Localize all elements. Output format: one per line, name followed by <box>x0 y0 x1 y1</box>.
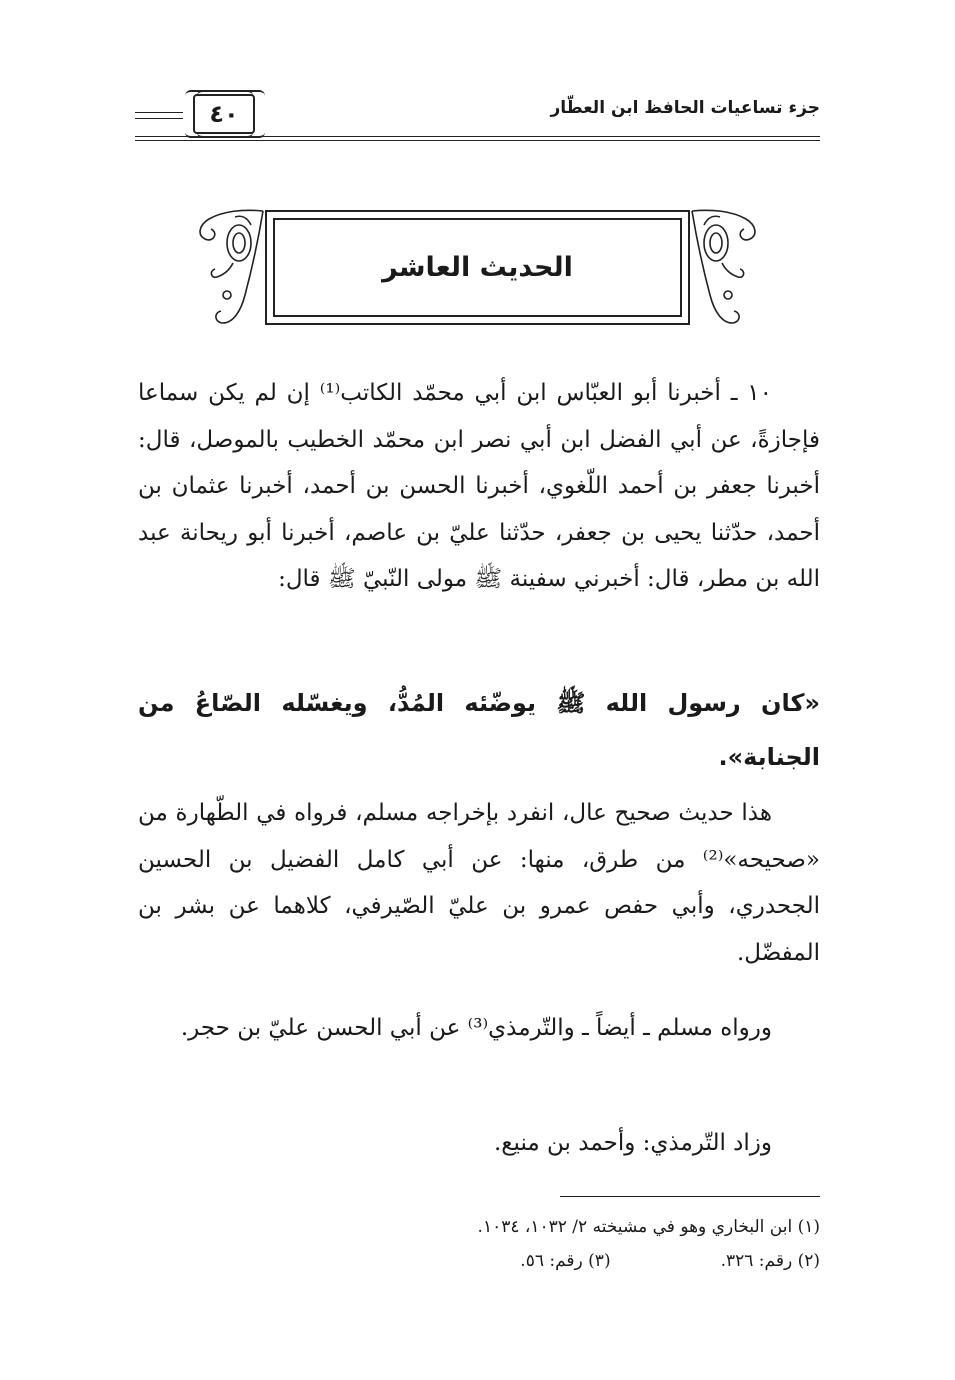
page-number: ٤٠ <box>193 94 255 134</box>
footnote-row <box>300 1210 820 1244</box>
isnad-paragraph <box>138 370 820 603</box>
isnad-text: ١٠ ـ أخبرنا أبو العبّاس ابن أبي محمّد الكاتب⁽¹⁾ إن لم يكن سماعا فإجازةً، عن أبي الفضل ابن أبي نصر ابن محمّد الخطيب بالموصل، قال: أخبرنا جعفر بن أحمد اللّغوي، أخبرنا الحسن بن أحمد، أخبرنا عثمان بن أحمد، حدّثنا يحيى بن جعفر، حدّثنا عليّ بن عاصم، أخبرنا أبو ريحانة عبد الله بن مطر، قال: أخبرني سفينة ﷺ مولى النّبيّ ﷺ قال: <box>138 380 820 592</box>
addition-paragraph <box>138 1120 820 1167</box>
commentary-text: هذا حديث صحيح عال، انفرد بإخراجه مسلم، فرواه في الطّهارة من «صحيحه»⁽²⁾ من طرق، منها: عن أبي كامل الفضيل بن الحسين الجحدري، وأبي حفص عمرو بن عليّ الصّيرفي، كلاهما عن بشر بن المفضّل. <box>138 800 820 966</box>
header-dash <box>135 112 183 119</box>
footnote-1: (١) ابن البخاري وهو في مشيخته ٢/ ١٠٣٢، ١٠٣٤. <box>477 1217 820 1237</box>
floral-ornament-left-icon <box>193 205 265 330</box>
book-title: جزء تساعيات الحافظ ابن العطّار <box>550 98 820 118</box>
header-rule-double <box>135 140 820 141</box>
section-title-inner-frame <box>273 218 682 317</box>
section-title: الحديث العاشر <box>382 252 573 283</box>
tirmidhi-paragraph <box>138 1005 820 1052</box>
footnote-2: (٢) رقم: ٣٢٦. <box>720 1251 820 1271</box>
section-title-frame <box>265 210 690 325</box>
footnotes <box>300 1210 820 1278</box>
tirmidhi-text: ورواه مسلم ـ أيضاً ـ والتّرمذي⁽³⁾ عن أبي الحسن عليّ بن حجر. <box>180 1015 772 1041</box>
hadith-text: «كان رسول الله ﷺ يوضّئه المُدُّ، ويغسّله الصّاعُ من الجنابة». <box>138 689 820 771</box>
footnote-3: (٣) رقم: ٥٦. <box>520 1251 611 1271</box>
header-rule <box>135 136 820 137</box>
page-number-box <box>185 90 265 134</box>
running-header <box>135 82 820 148</box>
footnote-row <box>300 1244 820 1278</box>
addition-text: وزاد التّرمذي: وأحمد بن منيع. <box>493 1130 772 1156</box>
floral-ornament-right-icon <box>690 205 762 330</box>
footnote-separator <box>560 1196 820 1197</box>
commentary-paragraph <box>138 790 820 976</box>
